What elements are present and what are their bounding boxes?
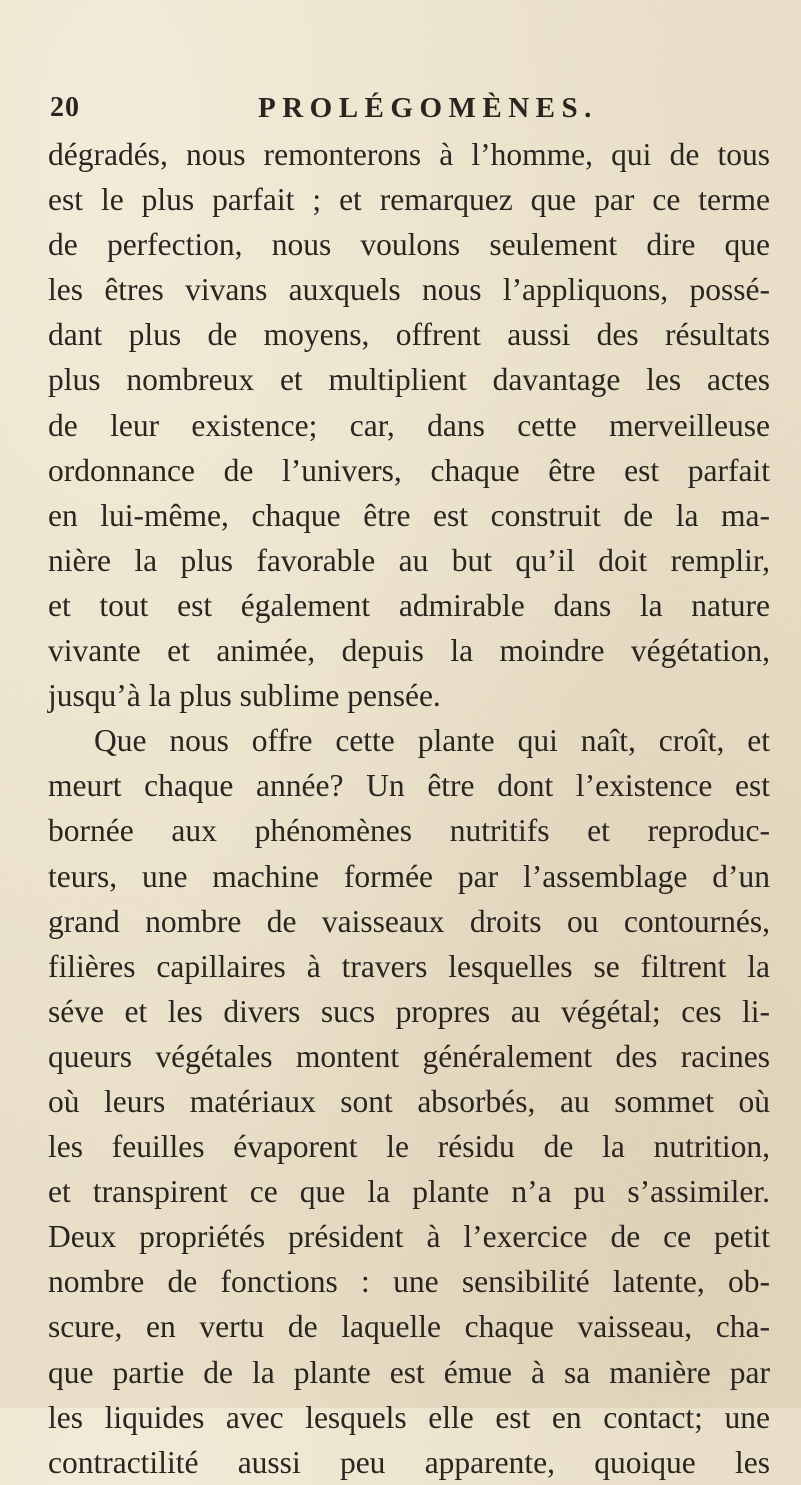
text-line: en lui-même, chaque être est construit de la ma- bbox=[48, 497, 770, 533]
text-line: les êtres vivans auxquels nous l’appliquons, possé- bbox=[48, 272, 770, 308]
text-line: de perfection, nous voulons seulement dire que bbox=[48, 227, 770, 263]
text-line: scure, en vertu de laquelle chaque vaisseau, cha- bbox=[48, 1309, 770, 1345]
text-line: dant plus de moyens, offrent aussi des résultats bbox=[48, 317, 770, 353]
text-line: et tout est également admirable dans la nature bbox=[48, 587, 770, 623]
text-line: contractilité aussi peu apparente, quoique les bbox=[48, 1444, 770, 1480]
text-line: nombre de fonctions : une sensibilité latente, ob- bbox=[48, 1264, 770, 1300]
running-head: PROLÉGOMÈNES. bbox=[258, 92, 598, 124]
page-number: 20 bbox=[50, 92, 80, 123]
page-header bbox=[50, 92, 770, 132]
body-text bbox=[48, 132, 770, 1485]
text-line: séve et les divers sucs propres au végétal; ces li- bbox=[48, 993, 770, 1029]
text-line: ordonnance de l’univers, chaque être est parfait bbox=[48, 452, 770, 488]
text-line: de leur existence; car, dans cette merveilleuse bbox=[48, 407, 770, 443]
text-line: queurs végétales montent généralement des racines bbox=[48, 1038, 770, 1074]
text-line: nière la plus favorable au but qu’il doit remplir, bbox=[48, 542, 770, 578]
text-line: où leurs matériaux sont absorbés, au sommet où bbox=[48, 1083, 770, 1119]
text-line: teurs, une machine formée par l’assemblage d’un bbox=[48, 858, 770, 894]
text-line: jusqu’à la plus sublime pensée. bbox=[48, 678, 441, 714]
text-line: les liquides avec lesquels elle est en contact; une bbox=[48, 1399, 770, 1435]
text-line: Deux propriétés président à l’exercice de ce petit bbox=[48, 1219, 770, 1255]
text-line: bornée aux phénomènes nutritifs et reproduc- bbox=[48, 813, 770, 849]
text-line: Que nous offre cette plante qui naît, croît, et bbox=[94, 723, 770, 759]
text-line: meurt chaque année? Un être dont l’existence est bbox=[48, 768, 770, 804]
text-line: plus nombreux et multiplient davantage les actes bbox=[48, 362, 770, 398]
text-line: dégradés, nous remonterons à l’homme, qui de tous bbox=[48, 137, 770, 172]
text-line: grand nombre de vaisseaux droits ou contournés, bbox=[48, 903, 770, 939]
text-line: vivante et animée, depuis la moindre végétation, bbox=[48, 633, 770, 669]
text-line: est le plus parfait ; et remarquez que par ce terme bbox=[48, 182, 770, 218]
text-line: et transpirent ce que la plante n’a pu s’assimiler. bbox=[48, 1174, 770, 1210]
text-line: que partie de la plante est émue à sa manière par bbox=[48, 1354, 770, 1390]
text-line: les feuilles évaporent le résidu de la nutrition, bbox=[48, 1129, 770, 1165]
text-line: filières capillaires à travers lesquelles se filtrent la bbox=[48, 948, 770, 984]
